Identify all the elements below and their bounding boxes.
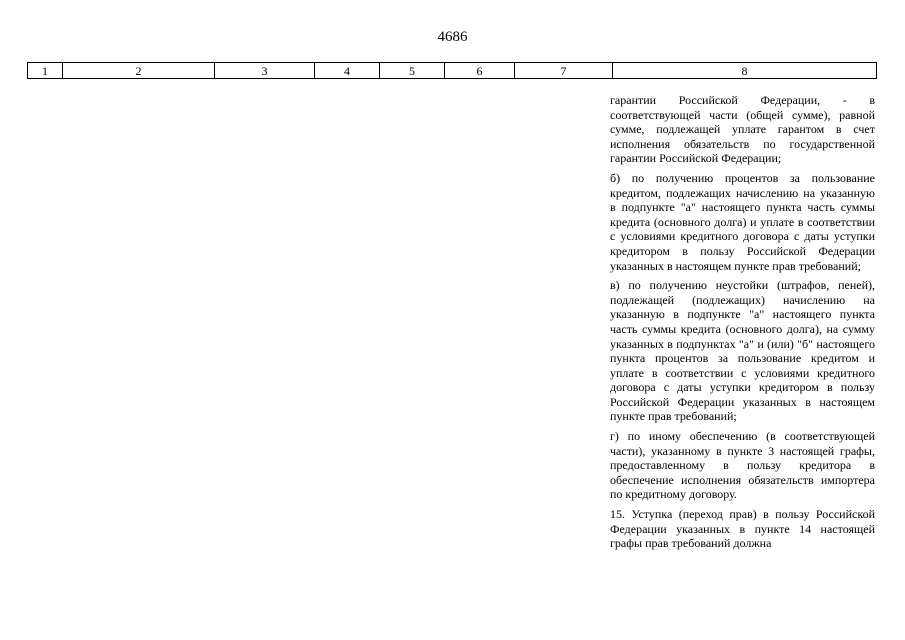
paragraph-subpoint-b: б) по получению процентов за пользование кредитом, подлежащих начислению на указанную в подпункте "а" настоящего пункта часть суммы кредита (основного долга) и уплате в соответствии с условиями кредитного договора с даты уступки кредитором в пользу Российской Федерации указанных в настоящем пункте прав требований; (610, 170, 875, 273)
column-header-1: 1 (28, 63, 63, 79)
column-header-4: 4 (315, 63, 380, 79)
column-8-content (610, 93, 875, 556)
column-header-row (28, 63, 877, 79)
page-number: 4686 (437, 29, 468, 45)
column-header-3: 3 (215, 63, 315, 79)
column-header-7: 7 (515, 63, 613, 79)
column-header-8: 8 (613, 63, 877, 79)
paragraph-point-15: 15. Уступка (переход прав) в пользу Российской Федерации указанных в пункте 14 настоящей графы прав требований должна (610, 507, 875, 551)
column-header-table (27, 62, 877, 79)
column-header-6: 6 (445, 63, 515, 79)
column-header-5: 5 (380, 63, 445, 79)
paragraph-subpoint-g: г) по иному обеспечению (в соответствующей части), указанному в пункте 3 настоящей графы, предоставленному в пользу кредитора в обеспечение исполнения обязательств импортера по кредитному договору. (610, 429, 875, 502)
paragraph-guarantee-continuation: гарантии Российской Федерации, - в соответствующей части (общей сумме), равной сумме, подлежащей уплате гарантом в счет исполнения обязательств по государственной гарантии Российской Федерации; (610, 93, 875, 166)
paragraph-subpoint-v: в) по получению неустойки (штрафов, пеней), подлежащей (подлежащих) начислению на указанную в подпункте "а" настоящего пункта часть суммы кредита (основного долга), на сумму указанных в подпунктах "а" и (или) "б" настоящего пункта процентов за пользование кредитом и уплате в соответствии с условиями кредитного договора с даты уступки кредитором в пользу Российской Федерации указанных в настоящем пункте прав требований; (610, 278, 875, 424)
column-header-2: 2 (63, 63, 215, 79)
